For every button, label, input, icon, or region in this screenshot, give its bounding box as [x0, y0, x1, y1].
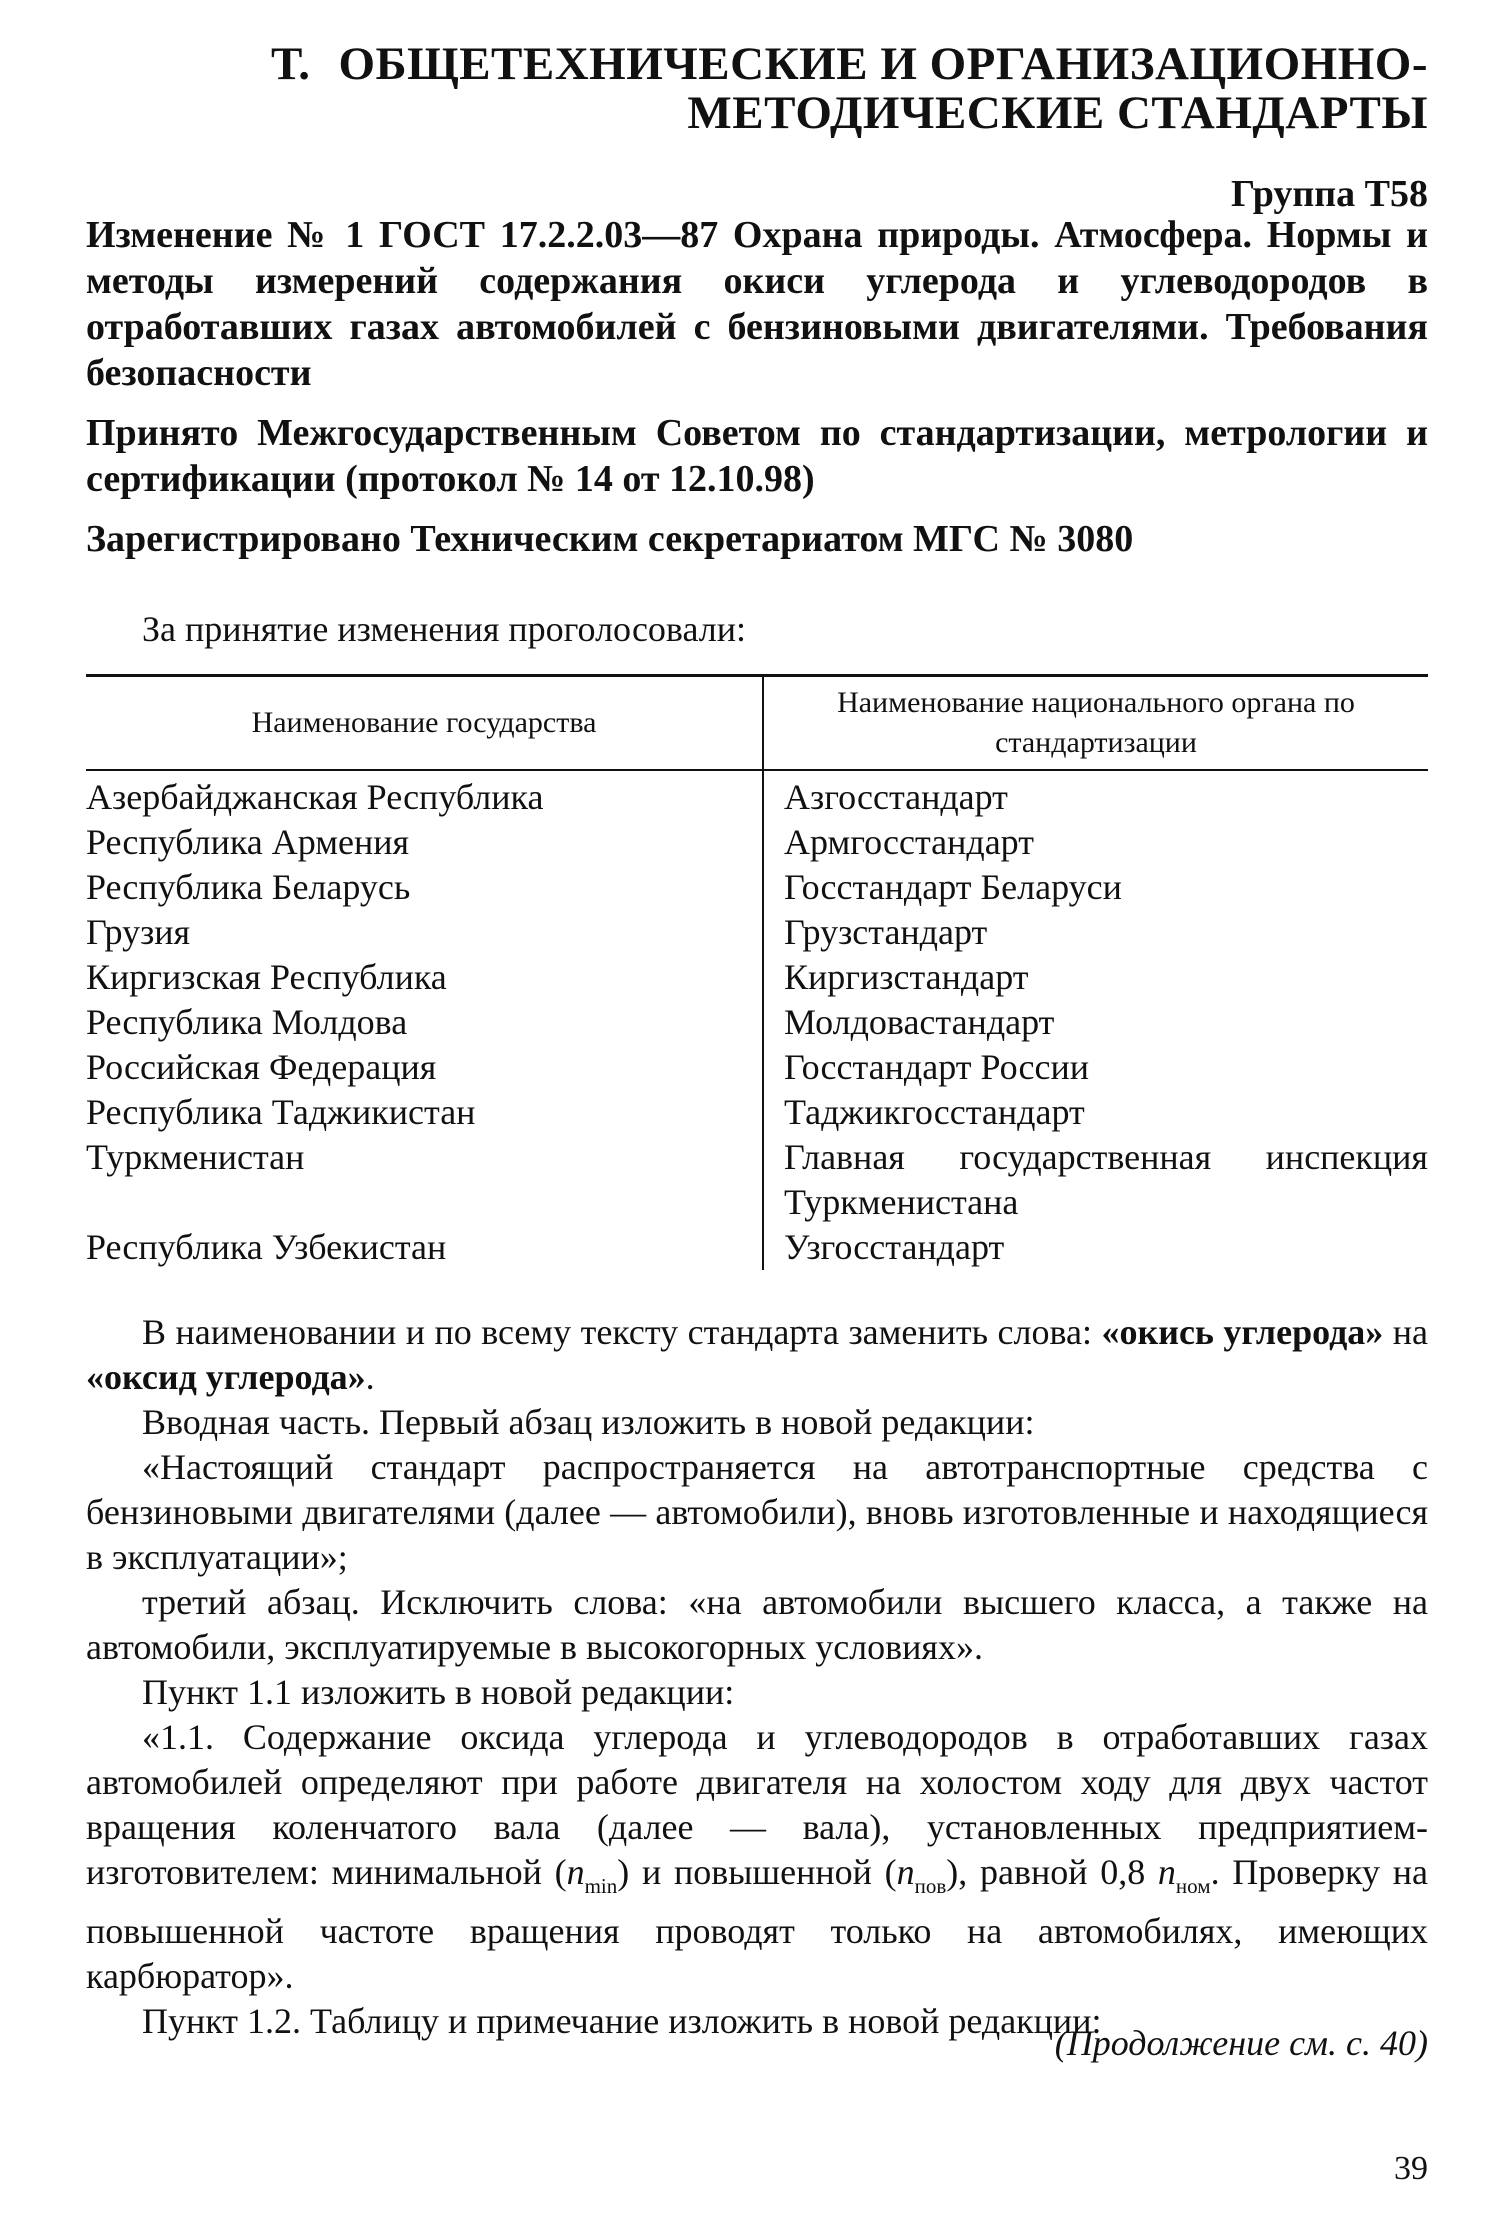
- table-row: [86, 820, 1428, 865]
- body-paragraph: Пункт 1.1 изложить в новой редакции:: [142, 1672, 735, 1712]
- amendment-title: Изменение № 1 ГОСТ 17.2.2.03—87 Охрана природы. Атмосфера. Нормы и методы измерений содержания окиси углерода и углеводородов в отработавших газах автомобилей с бензиновыми двигателями. Требования безопасности: [86, 214, 1428, 394]
- table-header-row: [86, 676, 1428, 771]
- group-code: Группа Т58: [1230, 173, 1428, 215]
- accepted-by: Принято Межгосударственным Советом по стандартизации, метрологии и сертификации (протокол № 14 от 12.10.98): [86, 412, 1428, 500]
- body-paragraph: [86, 1715, 1428, 1999]
- table-row: [86, 1225, 1428, 1270]
- column-header-body: Наименование национального органа по стандартизации: [763, 676, 1428, 771]
- bold-term: «оксид углерода»: [86, 1357, 366, 1397]
- state-name: Туркменистан: [86, 1135, 763, 1225]
- text-run: В наименовании и по всему тексту стандарта заменить слова:: [142, 1312, 1102, 1352]
- table-row: [86, 1000, 1428, 1045]
- state-name: Республика Таджикистан: [86, 1090, 763, 1135]
- section-heading-line-1: [228, 40, 1428, 89]
- state-name: Республика Армения: [86, 820, 763, 865]
- state-name: Азербайджанская Республика: [86, 770, 763, 820]
- text-run: «1.1. Содержание оксида углерода и углеводородов в отработавших газах автомобилей определяют при работе двигателя на холостом ходу для двух частот вращения коленчатого вала (далее — вала), установленных предприятием-изготовителем: минимальной (: [86, 1717, 1428, 1892]
- state-name: Грузия: [86, 910, 763, 955]
- table-row: [86, 865, 1428, 910]
- body-paragraph: [86, 1310, 1428, 1400]
- amendment-header: [86, 212, 1428, 562]
- section-title-part-1: ОБЩЕТЕХНИЧЕСКИЕ И ОРГАНИЗАЦИОННО-: [338, 38, 1428, 90]
- body-paragraph: третий абзац. Исключить слова: «на автомобили высшего класса, а также на автомобили, эксплуатируемые в высокогорных условиях».: [86, 1582, 1428, 1667]
- state-name: Республика Узбекистан: [86, 1225, 763, 1270]
- column-header-state: Наименование государства: [86, 676, 763, 771]
- variable-n: n: [1157, 1852, 1176, 1892]
- voting-table: [86, 674, 1428, 1270]
- standards-body: Госстандарт Беларуси: [784, 867, 1122, 907]
- body-paragraph: «Настоящий стандарт распространяется на автотранспортные средства с бензиновыми двигателями (далее — автомобили), вновь изготовленные и находящиеся в эксплуатации»;: [86, 1447, 1428, 1577]
- variable-n: n: [566, 1852, 585, 1892]
- text-run: ) и повышенной (: [617, 1852, 897, 1892]
- registration-note: Зарегистрировано Техническим секретариатом МГС № 3080: [86, 518, 1134, 560]
- variable-n: n: [896, 1852, 915, 1892]
- state-name: Киргизская Республика: [86, 955, 763, 1000]
- subscript-pov: пов: [914, 1874, 947, 1898]
- section-letter: Т.: [271, 38, 311, 90]
- amendment-body: [86, 1310, 1428, 2044]
- subscript-nom: ном: [1175, 1874, 1211, 1898]
- bold-term: «окись углерода»: [1101, 1312, 1384, 1352]
- standards-body: Узгосстандарт: [784, 1227, 1005, 1267]
- table-row: [86, 1045, 1428, 1090]
- voting-intro: За принятие изменения проголосовали:: [142, 609, 746, 649]
- standards-body: Киргизстандарт: [784, 957, 1029, 997]
- table-row: [86, 910, 1428, 955]
- table-row: [86, 1135, 1428, 1225]
- standards-body: Грузстандарт: [784, 912, 988, 952]
- standards-body: Главная государственная инспекция Туркменистана: [784, 1137, 1428, 1222]
- text-run: на: [1383, 1312, 1429, 1352]
- section-heading: [228, 40, 1428, 138]
- table-row: [86, 1090, 1428, 1135]
- text-run: ), равной 0,8: [946, 1852, 1158, 1892]
- continuation-note: (Продолжение см. с. 40): [1054, 2023, 1428, 2063]
- standards-body: Армгосстандарт: [784, 822, 1034, 862]
- table-row: [86, 955, 1428, 1000]
- table-row: [86, 770, 1428, 820]
- body-paragraph: Пункт 1.2. Таблицу и примечание изложить в новой редакции:: [142, 2001, 1102, 2041]
- section-title-part-2: МЕТОДИЧЕСКИЕ СТАНДАРТЫ: [687, 87, 1428, 139]
- state-name: Российская Федерация: [86, 1045, 763, 1090]
- page-number: 39: [1394, 2150, 1428, 2187]
- state-name: Республика Беларусь: [86, 865, 763, 910]
- standards-body: Молдовастандарт: [784, 1002, 1055, 1042]
- standards-body: Таджикгосстандарт: [784, 1092, 1085, 1132]
- text-run: .: [365, 1357, 375, 1397]
- standards-body: Азгосстандарт: [784, 777, 1008, 817]
- text-run: . Проверку на повышенной частоте вращения проводят только на автомобилях, имеющих карбюратор».: [86, 1852, 1428, 1996]
- state-name: Республика Молдова: [86, 1000, 763, 1045]
- body-paragraph: Вводная часть. Первый абзац изложить в новой редакции:: [142, 1402, 1035, 1442]
- subscript-min: min: [584, 1874, 618, 1898]
- standards-body: Госстандарт России: [784, 1047, 1089, 1087]
